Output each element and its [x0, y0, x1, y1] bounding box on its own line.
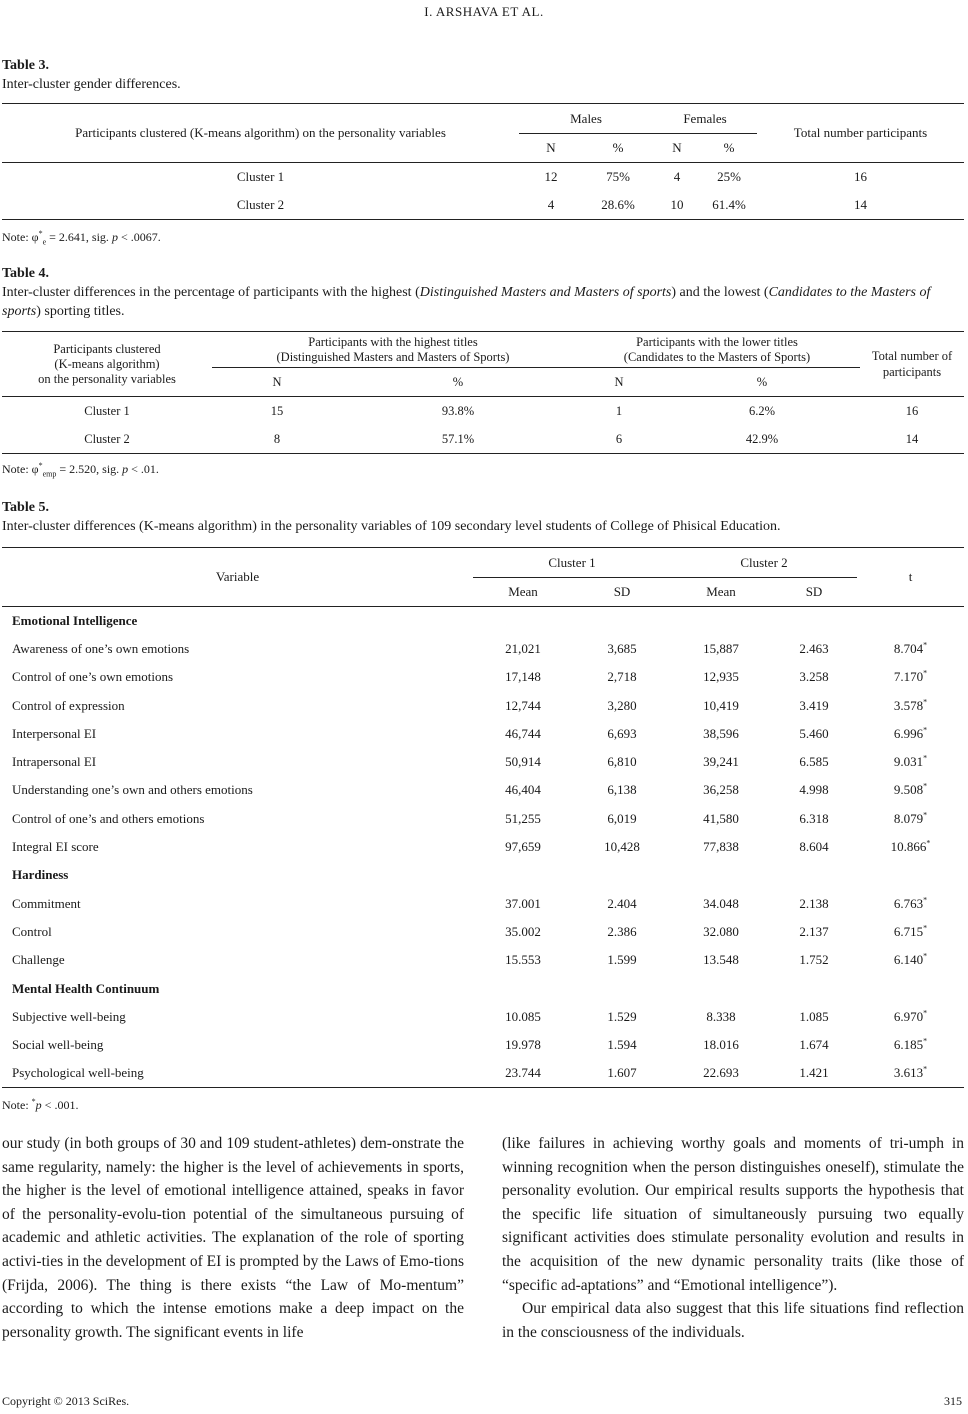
- table4-sub-n: N: [614, 374, 624, 389]
- cell-value: 3.419: [799, 697, 829, 713]
- t-value: 9.508: [893, 782, 924, 798]
- header-line: Participants with the highest titles: [308, 334, 478, 349]
- cell-value: 12,935: [703, 669, 739, 685]
- cell-value: 10,428: [604, 839, 640, 855]
- cell-value: 14: [854, 197, 867, 213]
- t-value: 6.185: [893, 1037, 924, 1053]
- cell-cluster: Cluster 2: [84, 431, 130, 446]
- table3-stub-header: Participants clustered (K-means algorithm) on the personality variables: [75, 125, 446, 140]
- table3-males-header: Males: [519, 104, 653, 134]
- table-row: [2, 833, 964, 861]
- table5-section-heading: Hardiness: [12, 867, 69, 883]
- table4-lower-header: [574, 332, 860, 368]
- cell-variable: Understanding one’s own and others emotions: [12, 782, 253, 798]
- table-row: [2, 1059, 964, 1087]
- table-row: [2, 946, 964, 974]
- body-paragraph: (like failures in achieving worthy goals and moments of tri-umph in winning recognition when the person distinguishes oneself), stimulate the personality evolution. Our empirical results supports the hypothesis that the specific life situation of simultaneously pursuing two equally significant activities does stimulate personality evolution and results in the acquisition of the new dynamic personality traits (like those of “specific ad-aptations” and “Emotional intelligence”).: [502, 1135, 964, 1294]
- cell-value: 37.001: [505, 895, 541, 911]
- cell-variable: Interpersonal EI: [12, 725, 97, 741]
- table3-caption: [2, 56, 964, 94]
- cell-t-value: [857, 805, 964, 833]
- cell-value: 57.1%: [441, 431, 475, 446]
- table-row: [2, 889, 964, 917]
- table-row: [2, 1031, 964, 1059]
- cell-value: 8.338: [706, 1008, 736, 1024]
- header-line: (Candidates to the Masters of Sports): [623, 349, 811, 364]
- cell-value: 18.016: [703, 1037, 739, 1053]
- table5-sub-mean: Mean: [706, 584, 736, 599]
- cell-value: 2,718: [607, 669, 637, 685]
- cell-value: 1.529: [607, 1008, 637, 1024]
- cell-value: 1.421: [799, 1065, 829, 1081]
- cell-t-value: [857, 776, 964, 804]
- cell-variable: Control of one’s own emotions: [12, 669, 174, 685]
- significance-mark: *: [923, 810, 928, 820]
- significance-mark: *: [923, 895, 928, 905]
- table4-stub-header: [2, 332, 212, 397]
- cell-variable: Intrapersonal EI: [12, 754, 97, 770]
- table4-sub-percent: %: [756, 374, 768, 389]
- cell-variable: Integral EI score: [12, 839, 99, 855]
- body-right-column: [502, 1132, 964, 1344]
- cell-t-value: [857, 1059, 964, 1087]
- cell-value: 6,810: [607, 754, 637, 770]
- cell-value: 1.085: [799, 1008, 829, 1024]
- note-sub: e: [42, 237, 47, 247]
- cell-value: 15.553: [505, 952, 541, 968]
- table3-total-header: Total number participants: [793, 125, 928, 140]
- header-line: participants: [882, 365, 942, 379]
- table-row: [2, 776, 964, 804]
- header-line: Total number of: [871, 349, 953, 363]
- cell-value: 2.386: [607, 923, 637, 939]
- cell-value: 25%: [717, 169, 741, 185]
- cell-value: 1.674: [799, 1037, 829, 1053]
- table5-section-row: [2, 607, 964, 635]
- header-line: Participants with the lower titles: [636, 334, 798, 349]
- cell-value: 1: [615, 403, 623, 418]
- significance-mark: *: [923, 668, 928, 678]
- table4-note: [2, 462, 159, 477]
- table-row: [2, 720, 964, 748]
- table-row: [2, 805, 964, 833]
- table-row: [2, 748, 964, 776]
- cell-value: 8.604: [799, 839, 829, 855]
- cell-variable: Control of one’s and others emotions: [12, 810, 205, 826]
- note-text: Note:: [2, 1098, 32, 1112]
- cell-value: 1.752: [799, 952, 829, 968]
- cell-value: 28.6%: [601, 197, 635, 213]
- table4-title-part: Inter-cluster differences in the percentage of participants with the highest (: [2, 285, 420, 300]
- significance-mark: *: [923, 753, 928, 763]
- table5-cluster1-header: Cluster 1: [473, 548, 671, 578]
- table5-sub-mean: Mean: [508, 584, 538, 599]
- cell-variable: Control of expression: [12, 697, 125, 713]
- cell-value: 2.138: [799, 895, 829, 911]
- cell-value: 4: [547, 197, 555, 213]
- table5-note: [2, 1098, 78, 1113]
- cell-value: 10.085: [505, 1008, 541, 1024]
- t-value: 6.970: [893, 1008, 924, 1024]
- table4-title-part: ) sporting titles.: [36, 304, 125, 319]
- cell-value: 61.4%: [712, 197, 746, 213]
- table3-sub-n: N: [546, 140, 556, 155]
- cell-value: 14: [905, 431, 919, 446]
- note-p: p: [122, 462, 129, 476]
- cell-value: 5.460: [799, 725, 829, 741]
- table3-sub-percent: %: [723, 140, 735, 155]
- table-row: [2, 1003, 964, 1031]
- t-value: 3.578: [893, 697, 924, 713]
- cell-value: 3.258: [799, 669, 829, 685]
- cell-value: 4.998: [799, 782, 829, 798]
- running-head: I. ARSHAVA ET AL.: [424, 4, 544, 19]
- cell-t-value: [857, 1031, 964, 1059]
- cell-value: 6,019: [607, 810, 637, 826]
- table4-caption: [2, 264, 964, 321]
- table5-title: Inter-cluster differences (K-means algorithm) in the personality variables of 109 secondary level students of College of Phisical Education.: [2, 519, 781, 534]
- table4-title-em: Candidates to the Masters of sports: [2, 285, 931, 319]
- body-paragraph: Our empirical data also suggest that this life situations find reflection in the consciousness of the individuals.: [502, 1300, 964, 1341]
- cell-t-value: [857, 1003, 964, 1031]
- cell-t-value: [857, 748, 964, 776]
- header-line: on the personality variables: [38, 371, 176, 386]
- table5-cluster2-header: Cluster 2: [671, 548, 857, 578]
- t-value: 3.613: [893, 1065, 924, 1081]
- cell-cluster: Cluster 1: [236, 169, 285, 185]
- cell-value: 6,693: [607, 725, 637, 741]
- cell-value: 12,744: [505, 697, 541, 713]
- significance-mark: *: [923, 951, 928, 961]
- cell-value: 46,404: [505, 782, 541, 798]
- cell-value: 2.404: [607, 895, 637, 911]
- table-row: [2, 663, 964, 691]
- cell-cluster: Cluster 2: [236, 197, 285, 213]
- cell-t-value: [857, 720, 964, 748]
- cell-value: 51,255: [505, 810, 541, 826]
- cell-value: 6.585: [799, 754, 829, 770]
- cell-value: 1.594: [607, 1037, 637, 1053]
- note-p: p: [111, 230, 118, 244]
- table-row: [2, 691, 964, 719]
- note-text: < .01.: [128, 462, 159, 476]
- cell-value: 97,659: [505, 839, 541, 855]
- cell-value: 6.318: [799, 810, 829, 826]
- cell-value: 2.463: [799, 640, 829, 656]
- table4-sub-n: N: [272, 374, 282, 389]
- significance-mark: *: [923, 1008, 928, 1018]
- table5-section-heading: Mental Health Continuum: [12, 980, 160, 996]
- cell-value: 3,685: [607, 640, 637, 656]
- cell-t-value: [857, 833, 964, 861]
- table3: [2, 103, 964, 220]
- t-value: 6.715: [893, 923, 924, 939]
- t-value: 7.170: [893, 669, 924, 685]
- cell-value: 46,744: [505, 725, 541, 741]
- cell-value: 8: [273, 431, 281, 446]
- significance-mark: *: [923, 697, 928, 707]
- cell-value: 15,887: [703, 640, 739, 656]
- cell-t-value: [857, 635, 964, 663]
- significance-mark: *: [923, 725, 928, 735]
- table4-title-em: Distinguished Masters and Masters of sports: [419, 285, 672, 300]
- cell-value: 35.002: [505, 923, 541, 939]
- t-value: 8.079: [893, 810, 924, 826]
- t-value: 9.031: [893, 754, 924, 770]
- t-value: 6.140: [893, 952, 924, 968]
- note-sub: emp: [42, 469, 57, 479]
- cell-value: 75%: [606, 169, 630, 185]
- cell-value: 12: [544, 169, 558, 185]
- t-value: 6.763: [893, 895, 924, 911]
- table5-variable-header: Variable: [215, 569, 260, 584]
- cell-value: 34.048: [703, 895, 739, 911]
- significance-mark: *: [926, 838, 931, 848]
- t-value: 6.996: [893, 725, 924, 741]
- table-row: [2, 397, 964, 426]
- cell-value: 10,419: [703, 697, 739, 713]
- table5-section-row: [2, 974, 964, 1002]
- footer-page-number: 315: [944, 1394, 962, 1408]
- cell-value: 39,241: [703, 754, 739, 770]
- table-row: [2, 918, 964, 946]
- table4-total-header: [860, 332, 964, 397]
- table5: [2, 547, 964, 1088]
- table3-females-header: Females: [653, 104, 757, 134]
- table3-sub-n: N: [672, 140, 682, 155]
- table4: [2, 331, 964, 454]
- table5-section-row: [2, 861, 964, 889]
- table3-note: [2, 230, 161, 245]
- significance-mark: *: [923, 923, 928, 933]
- cell-variable: Psychological well-being: [12, 1065, 144, 1081]
- table4-highest-header: [212, 332, 574, 368]
- note-sup: *: [31, 1097, 36, 1106]
- note-text: Note: φ: [2, 462, 39, 476]
- note-text: < .0067.: [117, 230, 161, 244]
- cell-value: 6: [615, 431, 623, 446]
- body-paragraph: our study (in both groups of 30 and 109 student-athletes) dem-onstrate the same regularity, namely: the higher is the level of achievements in sports, the higher is the level of emotional intelligence attained, speaks in favor of the personality-evolu-tion potential of the simultaneous pursuing of academic and athletic activities. The explanation of the role of sporting activi-ties in the development of EI is prompted by the Laws of Emo-tions (Frijda, 2006). The thing is there exists “the Law of Mo-mentum” according to which the intense emotions make a deep impact on the personality growth. The significant events in life: [2, 1135, 464, 1341]
- cell-t-value: [857, 663, 964, 691]
- cell-value: 6.2%: [748, 403, 776, 418]
- cell-value: 93.8%: [441, 403, 475, 418]
- note-p: p: [35, 1098, 42, 1112]
- table-row: [2, 635, 964, 663]
- table3-title: Inter-cluster gender differences.: [2, 77, 181, 92]
- table5-caption: [2, 498, 964, 536]
- cell-value: 23.744: [505, 1065, 541, 1081]
- table5-body: [2, 607, 964, 1088]
- t-value: 10.866: [890, 839, 927, 855]
- table5-label: Table 5.: [2, 500, 49, 515]
- cell-value: 6,138: [607, 782, 637, 798]
- table5-sub-sd: SD: [805, 584, 823, 599]
- cell-value: 15: [270, 403, 284, 418]
- t-value: 8.704: [893, 640, 924, 656]
- cell-value: 1.607: [607, 1065, 637, 1081]
- cell-value: 41,580: [703, 810, 739, 826]
- table3-sub-percent: %: [612, 140, 624, 155]
- table-row: [2, 426, 964, 454]
- cell-value: 13.548: [703, 952, 739, 968]
- cell-variable: Subjective well-being: [12, 1008, 126, 1024]
- table-row: [2, 192, 964, 220]
- footer-copyright: Copyright © 2013 SciRes.: [2, 1394, 130, 1408]
- table4-label: Table 4.: [2, 266, 49, 281]
- cell-value: 1.599: [607, 952, 637, 968]
- header-line: (K-means algorithm): [54, 356, 160, 371]
- cell-value: 2.137: [799, 923, 829, 939]
- note-text: Note: φ: [2, 230, 39, 244]
- table3-label: Table 3.: [2, 58, 49, 73]
- significance-mark: *: [923, 640, 928, 650]
- cell-value: 32.080: [703, 923, 739, 939]
- cell-value: 42.9%: [745, 431, 779, 446]
- cell-value: 16: [905, 403, 919, 418]
- table5-section-heading: Emotional Intelligence: [12, 612, 138, 628]
- cell-value: 36,258: [703, 782, 739, 798]
- table-row: [2, 163, 964, 192]
- cell-variable: Control: [12, 923, 52, 939]
- cell-value: 21,021: [505, 640, 541, 656]
- cell-t-value: [857, 946, 964, 974]
- note-text: < .001.: [41, 1098, 79, 1112]
- significance-mark: *: [923, 782, 928, 792]
- significance-mark: *: [923, 1064, 928, 1074]
- cell-value: 19.978: [505, 1037, 541, 1053]
- cell-value: 16: [854, 169, 867, 185]
- table4-title-part: ) and the lowest (: [671, 285, 769, 300]
- cell-value: 77,838: [703, 839, 739, 855]
- note-text: = 2.520, sig.: [56, 462, 123, 476]
- cell-value: 3,280: [607, 697, 637, 713]
- header-line: (Distinguished Masters and Masters of Sports): [276, 349, 510, 364]
- table5-sub-sd: SD: [613, 584, 631, 599]
- note-text: = 2.641, sig.: [46, 230, 112, 244]
- cell-value: 38,596: [703, 725, 739, 741]
- cell-value: 17,148: [505, 669, 541, 685]
- body-left-column: [2, 1132, 464, 1344]
- cell-t-value: [857, 889, 964, 917]
- cell-value: 50,914: [505, 754, 541, 770]
- cell-variable: Commitment: [12, 895, 81, 911]
- cell-t-value: [857, 918, 964, 946]
- cell-variable: Social well-being: [12, 1037, 104, 1053]
- cell-value: 10: [670, 197, 684, 213]
- cell-cluster: Cluster 1: [84, 403, 130, 418]
- note-sup: *: [38, 229, 43, 238]
- cell-value: 22.693: [703, 1065, 739, 1081]
- cell-value: 4: [673, 169, 681, 185]
- header-line: Participants clustered: [53, 341, 161, 356]
- table4-sub-percent: %: [452, 374, 464, 389]
- significance-mark: *: [923, 1036, 928, 1046]
- cell-t-value: [857, 691, 964, 719]
- cell-variable: Challenge: [12, 952, 65, 968]
- cell-variable: Awareness of one’s own emotions: [12, 640, 190, 656]
- note-sup: *: [38, 461, 43, 470]
- table5-t-header: t: [908, 569, 913, 584]
